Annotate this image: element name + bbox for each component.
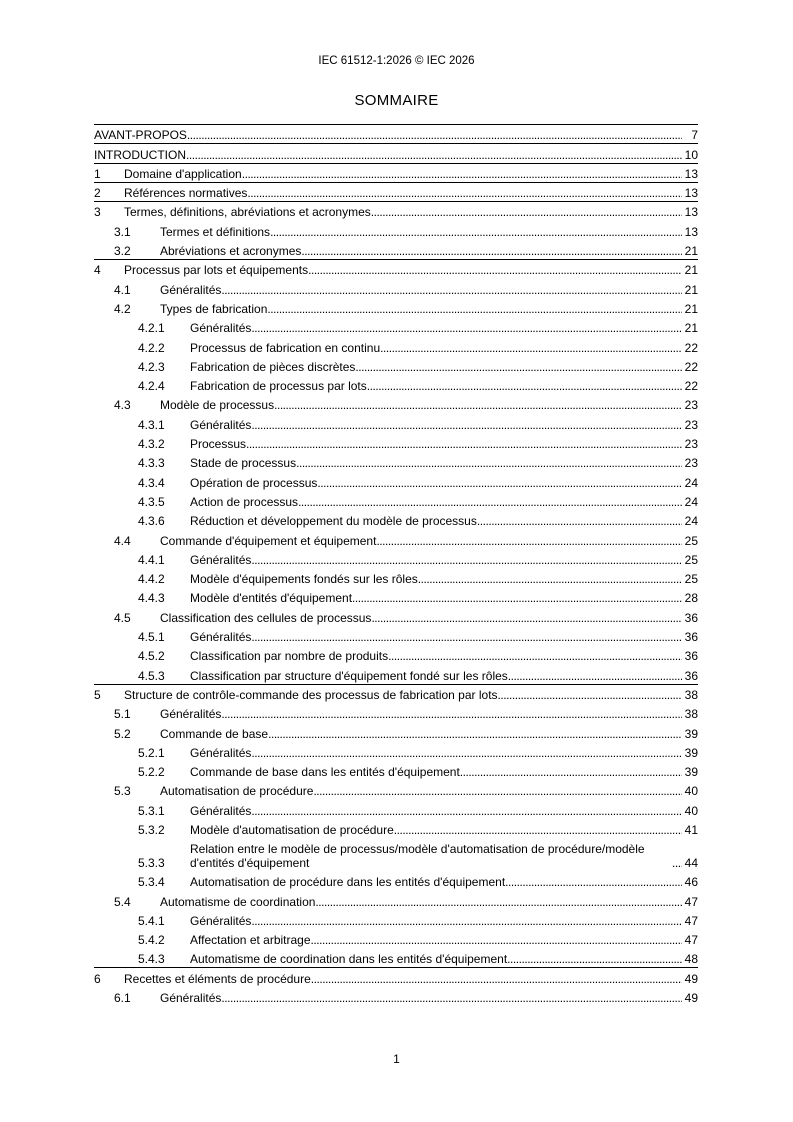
dot-leader [315, 895, 682, 909]
toc-entry[interactable] [94, 948, 698, 967]
toc-entry[interactable] [94, 124, 698, 143]
toc-entry-page: 24 [684, 494, 698, 509]
toc-entry-number: 4.2.3 [138, 359, 165, 374]
dot-leader [371, 205, 682, 219]
toc-entry-title: Généralités [190, 552, 252, 567]
toc-entry[interactable] [94, 568, 698, 587]
dot-leader [672, 856, 682, 870]
dot-leader [507, 952, 682, 966]
dot-leader [317, 476, 682, 490]
toc-entry-page: 25 [684, 533, 698, 548]
toc-entry-number: 6.1 [114, 991, 131, 1006]
toc-entry-page: 48 [684, 952, 698, 967]
dot-leader [313, 784, 682, 798]
toc-entry-number: 2 [94, 186, 101, 201]
toc-entry-page: 7 [691, 128, 698, 143]
toc-entry-page: 22 [684, 379, 698, 394]
toc-entry-title: Affectation et arbitrage [190, 933, 311, 948]
toc-entry-number: 3.2 [114, 244, 131, 259]
dot-leader [251, 746, 682, 760]
toc-entry-page: 21 [684, 244, 698, 259]
toc-entry-page: 22 [684, 359, 698, 374]
dot-leader [187, 128, 682, 142]
toc-entry-title: Commande de base dans les entités d'équipement [190, 765, 460, 780]
toc-entry-title: Automatisation de procédure [160, 784, 314, 799]
toc-entry-number: 1 [94, 166, 101, 181]
dot-leader [460, 765, 682, 779]
toc-entry-page: 23 [684, 437, 698, 452]
toc-entry-title: Généralités [160, 707, 222, 722]
toc-entry-page: 39 [684, 765, 698, 780]
toc-entry[interactable] [94, 871, 698, 890]
toc-entry[interactable] [94, 317, 698, 336]
toc-entry-page: 13 [684, 205, 698, 220]
toc-entry-number: 3 [94, 205, 101, 220]
toc-entry-title: Termes et définitions [160, 224, 271, 239]
toc-entry-page: 49 [684, 991, 698, 1006]
toc-entry-title: Processus [190, 437, 247, 452]
toc-entry-title: Généralités [190, 803, 252, 818]
toc-entry[interactable] [94, 356, 698, 375]
toc-entry-number: 5 [94, 687, 101, 702]
toc-entry[interactable] [94, 163, 698, 182]
dot-leader [308, 263, 682, 277]
toc-entry-page: 23 [684, 398, 698, 413]
toc-entry[interactable] [94, 143, 698, 162]
toc-entry-title: Commande de base [160, 726, 269, 741]
toc-entry-number: 4.1 [114, 282, 131, 297]
dot-leader [376, 534, 682, 548]
toc-entry[interactable] [94, 336, 698, 355]
toc-entry[interactable] [94, 471, 698, 490]
toc-entry-page: 46 [684, 875, 698, 890]
toc-entry[interactable] [94, 684, 698, 703]
toc-entry[interactable] [94, 375, 698, 394]
dot-leader [251, 630, 682, 644]
toc-entry-title: Généralités [190, 321, 252, 336]
dot-leader [380, 341, 682, 355]
table-of-contents [94, 124, 698, 1006]
toc-entry[interactable] [94, 587, 698, 606]
dot-leader [247, 186, 682, 200]
toc-entry-page: 36 [684, 649, 698, 664]
toc-entry-number: 4.3.1 [138, 417, 165, 432]
toc-entry-number: 4.5.2 [138, 649, 165, 664]
toc-entry[interactable] [94, 220, 698, 239]
toc-entry-number: 4.3 [114, 398, 131, 413]
dot-leader [371, 611, 682, 625]
toc-entry-number: 4.3.3 [138, 456, 165, 471]
toc-entry-number: 4 [94, 263, 101, 278]
toc-entry-number: 5.3 [114, 784, 131, 799]
dot-leader [311, 972, 682, 986]
toc-entry-number: 3.1 [114, 224, 131, 239]
dot-leader [355, 360, 682, 374]
dot-leader [505, 875, 682, 889]
toc-entry-title: Classification par nombre de produits [190, 649, 389, 664]
toc-entry[interactable] [94, 838, 698, 871]
toc-entry[interactable] [94, 819, 698, 838]
toc-entry-number: 4.4 [114, 533, 131, 548]
toc-entry-title: Modèle de processus [160, 398, 275, 413]
toc-entry[interactable] [94, 606, 698, 625]
toc-entry-title: Classification par structure d'équipement fondé sur les rôles [190, 668, 508, 683]
toc-entry-title: Généralités [160, 991, 222, 1006]
toc-entry-title: Action de processus [190, 494, 299, 509]
toc-entry[interactable] [94, 722, 698, 741]
toc-entry-page: 47 [684, 894, 698, 909]
toc-entry-page: 10 [684, 147, 698, 162]
toc-entry-title: Stade de processus [190, 456, 297, 471]
toc-entry[interactable] [94, 491, 698, 510]
dot-leader [298, 495, 682, 509]
toc-entry-page: 25 [684, 552, 698, 567]
dot-leader [186, 148, 682, 162]
toc-entry-page: 49 [684, 971, 698, 986]
toc-entry[interactable] [94, 910, 698, 929]
dot-leader [268, 727, 682, 741]
toc-entry-page: 47 [684, 913, 698, 928]
toc-entry-number: 4.5.3 [138, 668, 165, 683]
toc-entry[interactable] [94, 278, 698, 297]
toc-entry-page: 13 [684, 186, 698, 201]
toc-entry[interactable] [94, 298, 698, 317]
dot-leader [267, 302, 682, 316]
toc-entry[interactable] [94, 703, 698, 722]
toc-entry-number: 4.3.6 [138, 514, 165, 529]
toc-entry-title: Fabrication de pièces discrètes [190, 359, 356, 374]
dot-leader [352, 591, 682, 605]
toc-entry-number: 4.4.2 [138, 572, 165, 587]
toc-entry-title: Automatisation de procédure dans les entités d'équipement [190, 875, 506, 890]
dot-leader [418, 572, 682, 586]
toc-entry-number: 4.4.3 [138, 591, 165, 606]
document-header: IEC 61512-1:2026 © IEC 2026 [318, 55, 475, 67]
toc-entry-number: 5.3.4 [138, 875, 165, 890]
toc-entry-page: 13 [684, 224, 698, 239]
toc-entry-number: 4.3.5 [138, 494, 165, 509]
toc-entry-page: 39 [684, 745, 698, 760]
toc-entry-title: Généralités [190, 745, 252, 760]
toc-entry[interactable] [94, 626, 698, 645]
toc-entry-number: 4.5.1 [138, 630, 165, 645]
dot-leader [242, 167, 682, 181]
dot-leader [498, 688, 682, 702]
toc-entry[interactable] [94, 929, 698, 948]
toc-entry-page: 41 [684, 822, 698, 837]
dot-leader [311, 933, 682, 947]
toc-entry-page: 36 [684, 668, 698, 683]
toc-entry-title: Termes, définitions, abréviations et acronymes [124, 205, 371, 220]
toc-entry-title: Opération de processus [190, 475, 318, 490]
toc-entry-page: 38 [684, 707, 698, 722]
toc-entry[interactable] [94, 452, 698, 471]
toc-entry-title: Processus de fabrication en continu [190, 340, 381, 355]
toc-entry[interactable] [94, 890, 698, 909]
dot-leader [301, 244, 682, 258]
toc-entry-number: 5.4.2 [138, 933, 165, 948]
toc-entry[interactable] [94, 413, 698, 432]
dot-leader [221, 707, 682, 721]
toc-entry-number: 4.3.2 [138, 437, 165, 452]
toc-entry-number: 6 [94, 971, 101, 986]
toc-entry[interactable] [94, 664, 698, 683]
page-number: 1 [393, 1052, 400, 1066]
toc-entry-number: 5.3.2 [138, 822, 165, 837]
toc-entry[interactable] [94, 987, 698, 1006]
toc-entry-title: Généralités [190, 630, 252, 645]
dot-leader [274, 398, 682, 412]
toc-entry[interactable] [94, 761, 698, 780]
toc-entry-title: Structure de contrôle-commande des processus de fabrication par lots [124, 687, 498, 702]
toc-entry-page: 40 [684, 784, 698, 799]
toc-entry[interactable] [94, 645, 698, 664]
dot-leader [251, 553, 682, 567]
toc-entry-number: 5.3.3 [138, 855, 165, 870]
toc-entry-number: 5.3.1 [138, 803, 165, 818]
toc-entry-title: Recettes et éléments de procédure [124, 971, 311, 986]
toc-entry-title: Automatisme de coordination dans les entités d'équipement [190, 952, 508, 967]
toc-entry-page: 24 [684, 514, 698, 529]
toc-entry-title: Réduction et développement du modèle de processus [190, 514, 477, 529]
dot-leader [251, 804, 682, 818]
toc-entry-page: 36 [684, 630, 698, 645]
toc-entry-number: 5.1 [114, 707, 131, 722]
toc-entry-number: 4.2.4 [138, 379, 165, 394]
toc-entry[interactable] [94, 182, 698, 201]
dot-leader [221, 991, 682, 1005]
dot-leader [367, 379, 682, 393]
toc-entry-page: 28 [684, 591, 698, 606]
toc-entry-number: 4.2 [114, 301, 131, 316]
toc-entry-number: 5.2.2 [138, 765, 165, 780]
toc-entry[interactable] [94, 259, 698, 278]
dot-leader [388, 649, 682, 663]
toc-entry-number: 5.4.3 [138, 952, 165, 967]
toc-entry-title: Abréviations et acronymes [160, 244, 302, 259]
toc-entry-title: INTRODUCTION [94, 147, 186, 162]
toc-entry-title: Références normatives [124, 186, 248, 201]
toc-entry-title: Domaine d'application [124, 166, 242, 181]
toc-entry-page: 22 [684, 340, 698, 355]
toc-entry-title: Généralités [160, 282, 222, 297]
toc-entry[interactable] [94, 510, 698, 529]
dot-leader [251, 418, 682, 432]
toc-entry-title: Généralités [190, 417, 252, 432]
toc-entry-number: 4.5 [114, 610, 131, 625]
toc-entry-page: 39 [684, 726, 698, 741]
dot-leader [251, 914, 682, 928]
toc-entry-page: 44 [684, 855, 698, 870]
toc-entry[interactable] [94, 394, 698, 413]
toc-entry-number: 4.2.2 [138, 340, 165, 355]
dot-leader [394, 823, 682, 837]
dot-leader [296, 456, 682, 470]
toc-entry-page: 38 [684, 687, 698, 702]
toc-entry[interactable] [94, 549, 698, 568]
toc-entry-number: 4.4.1 [138, 552, 165, 567]
toc-entry-page: 21 [684, 282, 698, 297]
toc-entry-page: 21 [684, 263, 698, 278]
dot-leader [251, 321, 682, 335]
dot-leader [270, 225, 682, 239]
toc-entry-number: 5.2.1 [138, 745, 165, 760]
toc-entry[interactable] [94, 799, 698, 818]
toc-entry-number: 5.4 [114, 894, 131, 909]
toc-entry-title: Modèle d'automatisation de procédure [190, 822, 394, 837]
dot-leader [221, 283, 682, 297]
toc-entry[interactable] [94, 967, 698, 986]
toc-entry-number: 4.3.4 [138, 475, 165, 490]
toc-entry-page: 25 [684, 572, 698, 587]
toc-entry-title: Automatisme de coordination [160, 894, 316, 909]
toc-entry[interactable] [94, 780, 698, 799]
toc-entry-page: 23 [684, 456, 698, 471]
toc-entry[interactable] [94, 240, 698, 259]
toc-entry-page: 40 [684, 803, 698, 818]
toc-entry-title: Types de fabrication [160, 301, 268, 316]
toc-entry[interactable] [94, 201, 698, 220]
toc-entry-page: 21 [684, 321, 698, 336]
toc-entry-number: 5.4.1 [138, 913, 165, 928]
toc-entry[interactable] [94, 742, 698, 761]
toc-entry-title: Modèle d'équipements fondés sur les rôles [190, 572, 418, 587]
toc-entry-page: 24 [684, 475, 698, 490]
page-title: SOMMAIRE [354, 92, 439, 109]
toc-entry-page: 21 [684, 301, 698, 316]
toc-entry-page: 13 [684, 166, 698, 181]
toc-entry-title: AVANT-PROPOS [94, 128, 187, 143]
toc-entry-page: 47 [684, 933, 698, 948]
toc-entry-title: Classification des cellules de processus [160, 610, 372, 625]
toc-entry-page: 36 [684, 610, 698, 625]
toc-entry-number: 5.2 [114, 726, 131, 741]
toc-entry-page: 23 [684, 417, 698, 432]
toc-entry[interactable] [94, 433, 698, 452]
dot-leader [246, 437, 682, 451]
dot-leader [508, 669, 682, 683]
toc-entry-number: 4.2.1 [138, 321, 165, 336]
toc-entry-title: Processus par lots et équipements [124, 263, 309, 278]
toc-entry-title: Commande d'équipement et équipement [160, 533, 377, 548]
dot-leader [477, 514, 682, 528]
toc-entry-title: Généralités [190, 913, 252, 928]
toc-entry[interactable] [94, 529, 698, 548]
toc-entry-title: Modèle d'entités d'équipement [190, 591, 353, 606]
toc-entry-title: Fabrication de processus par lots [190, 379, 367, 394]
toc-entry-title: Relation entre le modèle de processus/modèle d'automatisation de procédure/modèle d'entités d'équipement [190, 841, 645, 870]
